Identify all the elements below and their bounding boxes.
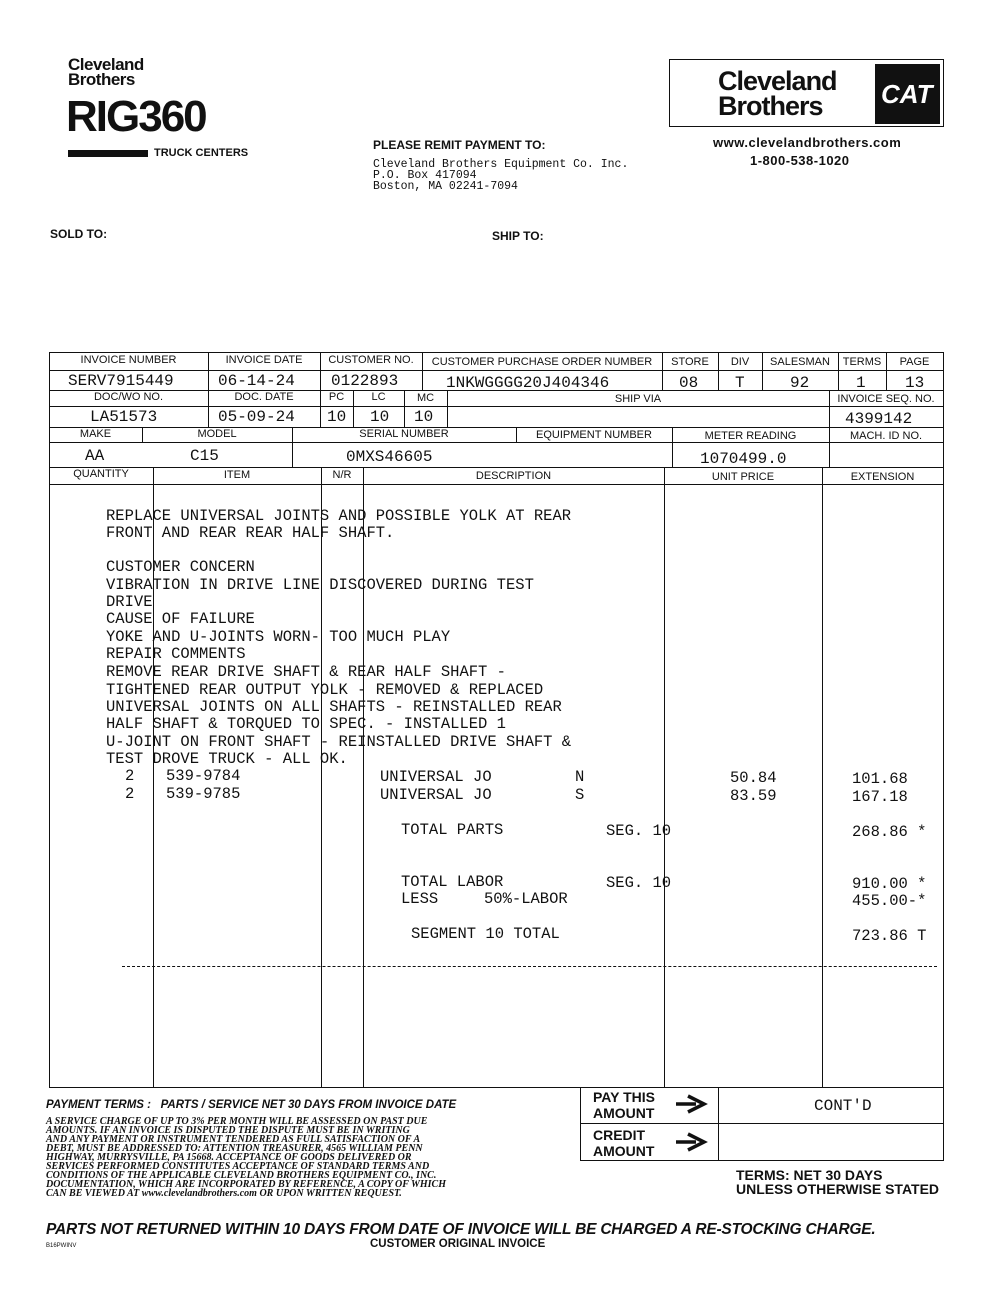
label-customer-po: CUSTOMER PURCHASE ORDER NUMBER — [431, 356, 653, 368]
less-label: LESS — [401, 890, 439, 908]
remit-line-1: Cleveland Brothers Equipment Co. Inc. — [373, 158, 629, 171]
value-page: 13 — [905, 374, 925, 392]
restocking-notice: PARTS NOT RETURNED WITHIN 10 DAYS FROM DATE OF INVOICE WILL BE CHARGED A RE-STOCKING CHARGE. — [46, 1221, 876, 1238]
header-item: ITEM — [223, 469, 251, 481]
fine-print-line: CONDITIONS OF THE APPLICABLE CLEVELAND BROTHERS EQUIPMENT CO., INC. — [46, 1170, 437, 1181]
remit-line-2: P.O. Box 417094 — [373, 169, 477, 182]
part-nr: S — [575, 786, 585, 804]
cleveland-brothers-logo-box — [669, 59, 944, 127]
narrative-line: DRIVE — [106, 593, 153, 611]
value-lc: 10 — [370, 408, 390, 426]
label-serial: SERIAL NUMBER — [359, 428, 449, 440]
part-extension: 167.18 — [852, 788, 908, 806]
label-meter: METER READING — [704, 430, 797, 442]
logo-cleveland-text: Cleveland — [68, 55, 144, 74]
label-mc: MC — [416, 392, 435, 404]
dashed-separator — [122, 966, 937, 967]
fine-print-line: AND ANY PAYMENT OR INSTRUMENT TENDERED AS FULL SATISFACTION OF A — [46, 1134, 421, 1145]
logo-brothers-text: Brothers — [68, 70, 135, 89]
pay-this-label-2: AMOUNT — [593, 1105, 655, 1121]
label-doc-wo: DOC/WO NO. — [93, 391, 164, 403]
less-percent: 50%-LABOR — [484, 890, 568, 908]
segment-total-value: 723.86 T — [852, 927, 927, 945]
fine-print-line: AMOUNTS. IF AN INVOICE IS DISPUTED THE DISPUTE MUST BE IN WRITING — [46, 1125, 410, 1136]
value-invoice-date: 06-14-24 — [218, 372, 295, 390]
value-meter: 1070499.0 — [700, 450, 787, 468]
ship-to-label: SHIP TO: — [492, 229, 544, 243]
terms-line-2: UNLESS OTHERWISE STATED — [736, 1181, 940, 1197]
phone-text: 1-800-538-1020 — [750, 153, 850, 168]
total-labor-label: TOTAL LABOR — [401, 873, 504, 891]
credit-arrow-icon — [676, 1132, 708, 1157]
value-customer-no: 0122893 — [331, 372, 399, 390]
narrative-line: VIBRATION IN DRIVE LINE DISCOVERED DURING TEST — [106, 576, 534, 594]
form-code: B16PWINV — [46, 1243, 77, 1249]
narrative-line: UNIVERSAL JOINTS ON ALL SHAFTS - REINSTALLED REAR — [106, 698, 562, 716]
value-store: 08 — [679, 374, 699, 392]
payment-terms: PAYMENT TERMS : PARTS / SERVICE NET 30 DAYS FROM INVOICE DATE — [46, 1099, 457, 1111]
amount-box — [580, 1087, 944, 1161]
label-ship-via: SHIP VIA — [614, 393, 662, 405]
part-unit-price: 83.59 — [730, 787, 777, 805]
narrative-line: YOKE AND U-JOINTS WORN- TOO MUCH PLAY — [106, 628, 451, 646]
total-parts-value: 268.86 * — [852, 823, 927, 841]
value-invoice-number: SERV7915449 — [68, 372, 174, 390]
fine-print-line: DOCUMENTATION, WHICH ARE INCORPORATED BY REFERENCE, A COPY OF WHICH — [46, 1179, 447, 1190]
label-div: DIV — [730, 356, 750, 368]
label-equipment: EQUIPMENT NUMBER — [536, 429, 652, 441]
fine-print-line: CAN BE VIEWED AT www.clevelandbrothers.com OR UPON WRITTEN REQUEST. — [46, 1188, 402, 1199]
label-pc: PC — [328, 391, 345, 403]
part-nr: N — [575, 768, 585, 786]
value-customer-po: 1NKWGGGG20J404346 — [446, 374, 610, 392]
copy-label: CUSTOMER ORIGINAL INVOICE — [370, 1238, 546, 1250]
cat-logo-text: CAT — [881, 79, 933, 109]
cat-logo — [875, 64, 940, 124]
label-salesman: SALESMAN — [770, 356, 830, 368]
less-value: 455.00-* — [852, 892, 927, 910]
website-text: www.clevelandbrothers.com — [713, 135, 902, 150]
fine-print-line: SERVICES PERFORMED CONSTITUTES ACCEPTANCE OF STANDARD TERMS AND — [46, 1161, 430, 1172]
narrative-line: REPLACE UNIVERSAL JOINTS AND POSSIBLE YOLK AT REAR — [106, 507, 572, 525]
narrative-line: CUSTOMER CONCERN — [106, 558, 255, 576]
value-pc: 10 — [327, 408, 347, 426]
part-extension: 101.68 — [852, 770, 908, 788]
label-invoice-date: INVOICE DATE — [225, 354, 303, 366]
label-page: PAGE — [899, 356, 930, 368]
label-lc: LC — [371, 391, 386, 403]
part-desc: UNIVERSAL JO — [380, 786, 492, 804]
label-model: MODEL — [197, 428, 237, 440]
value-doc-date: 05-09-24 — [218, 408, 295, 426]
part-desc: UNIVERSAL JO — [380, 768, 492, 786]
total-parts-seg: SEG. 10 — [606, 822, 672, 840]
header-nr: N/R — [332, 469, 352, 481]
value-make: AA — [85, 447, 105, 465]
part-item: 539-9784 — [166, 767, 241, 785]
pay-amount-value: CONT'D — [814, 1097, 872, 1115]
total-labor-seg: SEG. 10 — [606, 874, 672, 892]
value-salesman: 92 — [790, 374, 810, 392]
logo-bar — [68, 150, 148, 157]
credit-label-1: CREDIT — [593, 1127, 646, 1143]
logo-truck-centers-text: TRUCK CENTERS — [154, 147, 249, 159]
part-qty: 2 — [125, 785, 135, 803]
label-invoice-number: INVOICE NUMBER — [80, 354, 177, 366]
header-extension: EXTENSION — [850, 471, 915, 483]
label-terms: TERMS — [842, 356, 882, 368]
narrative-line: U-JOINT ON FRONT SHAFT - REINSTALLED DRIVE SHAFT & — [106, 733, 572, 751]
credit-label-2: AMOUNT — [593, 1143, 655, 1159]
logo-right-cleveland: Cleveland — [718, 66, 837, 96]
part-qty: 2 — [125, 767, 135, 785]
value-invoice-seq: 4399142 — [845, 410, 913, 428]
fine-print-line: DEBT, MUST BE ADDRESSED TO: ATTENTION TREASURER, 4565 WILLIAM PENN — [46, 1143, 423, 1154]
value-mc: 10 — [414, 408, 434, 426]
pay-arrow-icon — [676, 1094, 708, 1119]
narrative-line: REPAIR COMMENTS — [106, 645, 246, 663]
remit-line-3: Boston, MA 02241-7094 — [373, 180, 518, 193]
value-terms: 1 — [856, 374, 866, 392]
label-mach-id: MACH. ID NO. — [849, 430, 923, 442]
narrative-line: HALF SHAFT & TORQUED TO SPEC. - INSTALLED 1 — [106, 715, 506, 733]
narrative-line: REMOVE REAR DRIVE SHAFT & REAR HALF SHAFT - — [106, 663, 506, 681]
label-store: STORE — [671, 356, 709, 368]
fine-print-line: HIGHWAY, MURRYSVILLE, PA 15668. ACCEPTANCE OF GOODS DELIVERED OR — [46, 1152, 412, 1163]
header-unit-price: UNIT PRICE — [711, 471, 775, 483]
label-customer-no: CUSTOMER NO. — [328, 354, 414, 366]
part-unit-price: 50.84 — [730, 769, 777, 787]
value-doc-wo: LA51573 — [90, 408, 158, 426]
label-invoice-seq: INVOICE SEQ. NO. — [837, 393, 935, 405]
narrative-line: TEST DROVE TRUCK - ALL OK. — [106, 750, 348, 768]
total-parts-label: TOTAL PARTS — [401, 821, 504, 839]
header-quantity: QUANTITY — [73, 468, 129, 480]
segment-total-label: SEGMENT 10 TOTAL — [411, 925, 560, 943]
pay-this-label-1: PAY THIS — [593, 1089, 655, 1105]
terms-line-1: TERMS: NET 30 DAYS — [736, 1167, 883, 1183]
fine-print-line: A SERVICE CHARGE OF UP TO 3% PER MONTH WILL BE ASSESSED ON PAST DUE — [46, 1116, 428, 1127]
narrative-line: CAUSE OF FAILURE — [106, 610, 255, 628]
logo-rig360-text: RIG360 — [66, 92, 206, 141]
value-serial: 0MXS46605 — [346, 448, 433, 466]
rig360-logo — [68, 55, 268, 165]
narrative-line: TIGHTENED REAR OUTPUT YOLK - REMOVED & REPLACED — [106, 681, 544, 699]
total-labor-value: 910.00 * — [852, 875, 927, 893]
header-description: DESCRIPTION — [475, 470, 552, 482]
narrative-line: FRONT AND REAR REAR HALF SHAFT. — [106, 524, 395, 542]
label-make: MAKE — [79, 428, 112, 440]
sold-to-label: SOLD TO: — [50, 227, 108, 241]
label-doc-date: DOC. DATE — [234, 391, 294, 403]
value-div: T — [735, 374, 745, 392]
value-model: C15 — [190, 447, 219, 465]
logo-right-brothers: Brothers — [718, 91, 823, 121]
remit-title: PLEASE REMIT PAYMENT TO: — [373, 138, 546, 152]
part-item: 539-9785 — [166, 785, 241, 803]
